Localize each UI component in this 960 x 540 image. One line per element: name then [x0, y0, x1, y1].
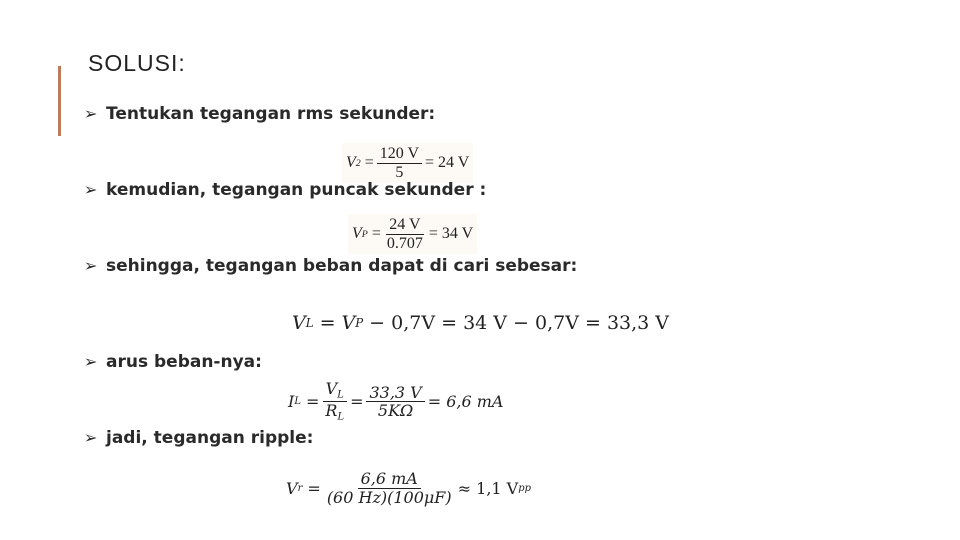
arrow-bullet-icon: ➢: [84, 352, 98, 371]
bullet-load-voltage: ➢ sehingga, tegangan beban dapat di cari sebesar:: [84, 256, 578, 276]
arrow-bullet-icon: ➢: [84, 428, 98, 447]
bullet-rms: ➢ Tentukan tegangan rms sekunder:: [84, 104, 436, 124]
equation-vl: V L = V P − 0,7V = 34 V − 0,7V = 33,3 V: [292, 312, 670, 334]
bullet-load-current: ➢ arus beban-nya:: [84, 352, 262, 372]
equation-vr: V r = $\frac{6,6 mA}{(60 Hz)(100\mu F)}$ ≈ 1,1 V pp: [286, 469, 531, 507]
arrow-bullet-icon: ➢: [84, 180, 98, 199]
equation-v2: V 2 = $\frac{120 V}{5}$ = 24 V: [342, 143, 473, 183]
bullet-peak: ➢ kemudian, tegangan puncak sekunder :: [84, 180, 487, 200]
equation-vp: V P = $\frac{24 V}{0.707}$ = 34 V: [348, 214, 477, 254]
accent-bar: [58, 66, 61, 136]
arrow-bullet-icon: ➢: [84, 256, 98, 275]
arrow-bullet-icon: ➢: [84, 104, 98, 123]
slide-title: SOLUSI:: [88, 50, 186, 76]
equation-il: I L = $\frac{V_L}{R_L}$ = $\frac{33,3 V}{5K\Omega}$ = 6,6 mA: [288, 379, 504, 423]
bullet-ripple: ➢ jadi, tegangan ripple:: [84, 428, 314, 448]
